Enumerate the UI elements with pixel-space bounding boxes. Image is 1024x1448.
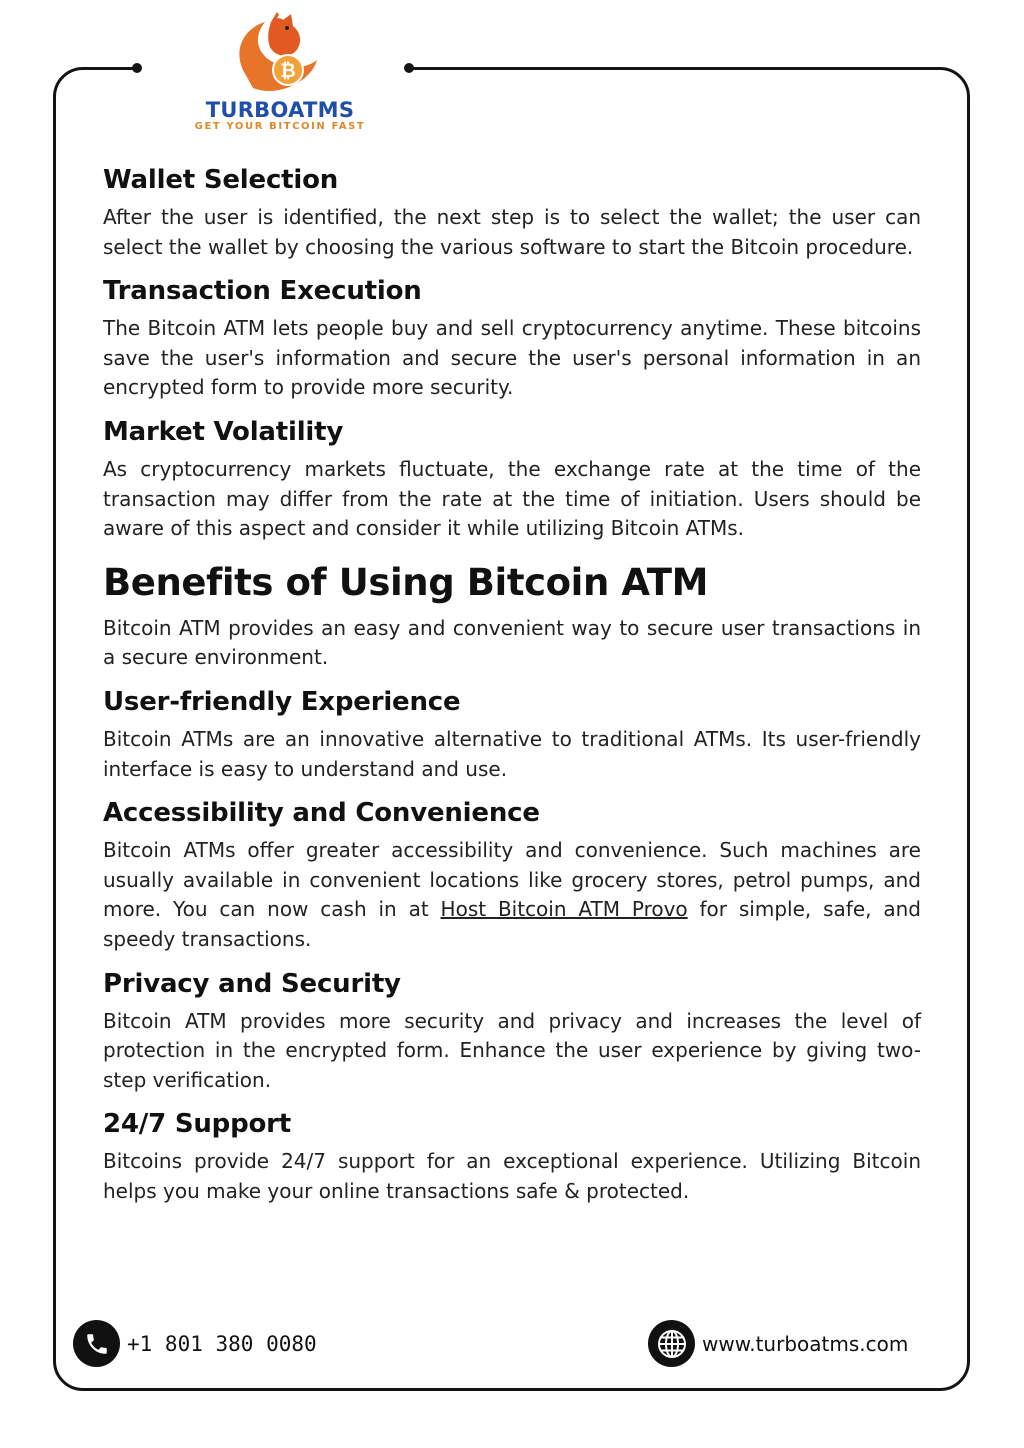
heading-privacy-security: Privacy and Security (103, 968, 401, 999)
paragraph-wallet-selection: After the user is identified, the next step is to select the wallet; the user can select the wallet by choosing the various software to start the Bitcoin procedure. (103, 205, 921, 259)
paragraph-accessibility (103, 836, 921, 954)
brand-tagline: GET YOUR BITCOIN FAST (194, 121, 366, 132)
paragraph-benefits: Bitcoin ATM provides an easy and convenient way to secure user transactions in a secure environment. (103, 615, 921, 670)
paragraph-user-friendly: Bitcoin ATMs are an innovative alternative to traditional ATMs. Its user-friendly interface is easy to understand and use. (103, 726, 921, 781)
website-url: www.turboatms.com (702, 1331, 909, 1356)
frame-dot-left (132, 63, 142, 73)
heading-benefits: Benefits of Using Bitcoin ATM (103, 560, 709, 604)
paragraph-transaction-execution: The Bitcoin ATM lets people buy and sell cryptocurrency anytime. These bitcoins save the user's information and secure the user's personal information in an encrypted form to provide more security. (103, 316, 921, 400)
heading-wallet-selection: Wallet Selection (103, 165, 339, 195)
heading-support: 24/7 Support (103, 1109, 291, 1140)
paragraph-market-volatility: As cryptocurrency markets fluctuate, the exchange rate at the time of the transaction may differ from the rate at the time of initiation. Users should be aware of this aspect and consider it while utilizing Bitcoin ATMs. (103, 456, 921, 541)
paragraph-privacy-security: Bitcoin ATM provides more security and privacy and increases the level of protection in the encrypted form. Enhance the user experience by giving two-step verification. (103, 1008, 921, 1092)
svg-text:₿: ₿ (280, 60, 296, 82)
main-content (103, 162, 921, 1206)
accessibility-text-after: for simple, safe, and speedy transactions. (103, 897, 921, 951)
heading-accessibility: Accessibility and Convenience (103, 798, 540, 829)
heading-transaction-execution: Transaction Execution (103, 276, 422, 307)
host-bitcoin-atm-provo-link[interactable]: Host Bitcoin ATM Provo (440, 897, 688, 922)
footer-website[interactable] (648, 1320, 908, 1367)
footer-phone[interactable] (73, 1320, 317, 1367)
phone-number: +1 801 380 0080 (127, 1331, 317, 1356)
globe-icon (648, 1320, 695, 1367)
turboatms-logo[interactable] (185, 8, 375, 136)
fox-bitcoin-icon (185, 8, 375, 100)
frame-dot-right (404, 63, 414, 73)
brand-name: TURBOATMS (205, 98, 355, 122)
heading-market-volatility: Market Volatility (103, 416, 344, 447)
accessibility-text-before: Bitcoin ATMs offer greater accessibility and convenience. Such machines are usually available in convenient locations like grocery stores, petrol pumps, and more. You can now cash in at (103, 838, 921, 922)
phone-icon (73, 1320, 120, 1367)
paragraph-support: Bitcoins provide 24/7 support for an exceptional experience. Utilizing Bitcoin helps you make your online transactions safe & protected. (103, 1149, 921, 1203)
heading-user-friendly: User-friendly Experience (103, 686, 461, 717)
